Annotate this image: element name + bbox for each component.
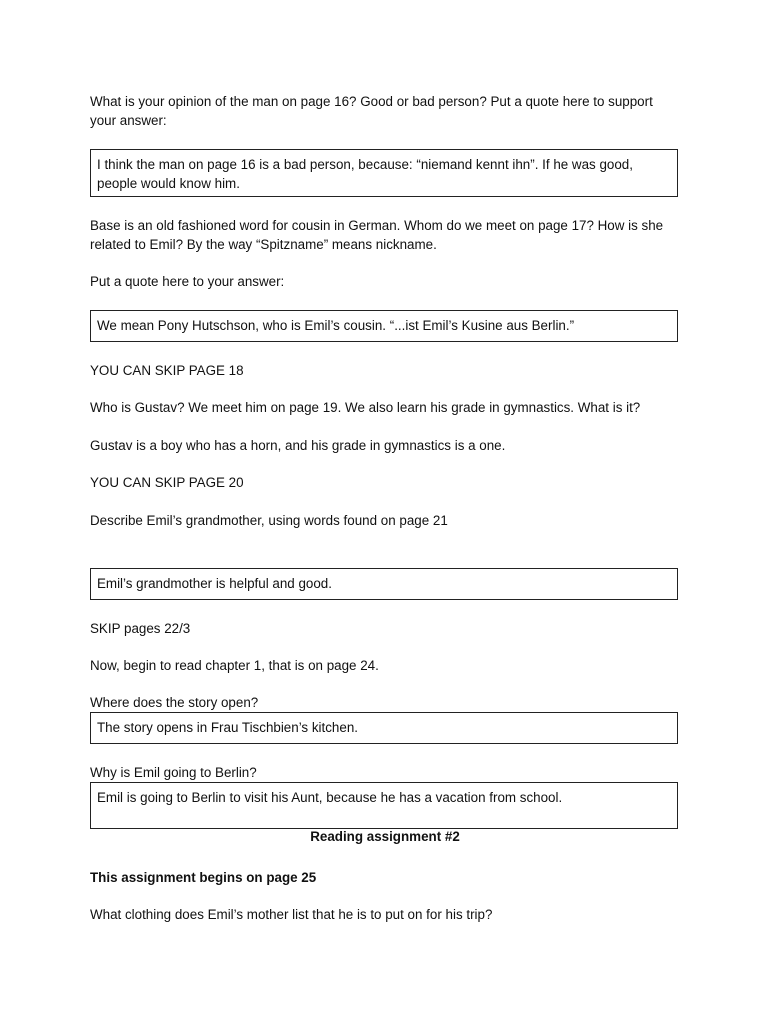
instruction-skip-pages-22-23: SKIP pages 22/3 xyxy=(90,621,191,636)
question-story-opens: Where does the story open? xyxy=(90,695,259,710)
question-why-berlin: Why is Emil going to Berlin? xyxy=(90,765,257,780)
question-grandmother: Describe Emil’s grandmother, using words found on page 21 xyxy=(90,513,448,528)
question-man-page-16: What is your opinion of the man on page 16? Good or bad person? Put a quote here to support your answer: xyxy=(90,94,653,128)
instruction-begin-chapter-1: Now, begin to read chapter 1, that is on page 24. xyxy=(90,658,379,673)
question-base-page-17: Base is an old fashioned word for cousin in German. Whom do we meet on page 17? How is she related to Emil? By the way “Spitzname” means nickname. xyxy=(90,218,664,252)
answer-box-cousin[interactable]: We mean Pony Hutschson, who is Emil’s cousin. “...ist Emil’s Kusine aus Berlin.” xyxy=(90,310,678,342)
question-gustav: Who is Gustav? We meet him on page 19. We also learn his grade in gymnastics. What is it? xyxy=(90,400,641,415)
answer-box-why-berlin[interactable]: Emil is going to Berlin to visit his Aunt, because he has a vacation from school. xyxy=(90,782,678,829)
question-clothing: What clothing does Emil’s mother list that he is to put on for his trip? xyxy=(90,907,493,922)
answer-box-man-page-16[interactable]: I think the man on page 16 is a bad person, because: “niemand kennt ihn”. If he was good, people would know him. xyxy=(90,149,678,197)
instruction-skip-page-20: YOU CAN SKIP PAGE 20 xyxy=(90,475,244,490)
answer-gustav: Gustav is a boy who has a horn, and his grade in gymnastics is a one. xyxy=(90,438,506,453)
answer-box-story-opens[interactable]: The story opens in Frau Tischbien’s kitchen. xyxy=(90,712,678,744)
answer-box-grandmother[interactable]: Emil’s grandmother is helpful and good. xyxy=(90,568,678,600)
question-quote-prompt: Put a quote here to your answer: xyxy=(90,274,285,289)
assignment-begins-page-25: This assignment begins on page 25 xyxy=(90,870,317,885)
heading-reading-assignment-2: Reading assignment #2 xyxy=(310,829,460,844)
instruction-skip-page-18: YOU CAN SKIP PAGE 18 xyxy=(90,363,244,378)
